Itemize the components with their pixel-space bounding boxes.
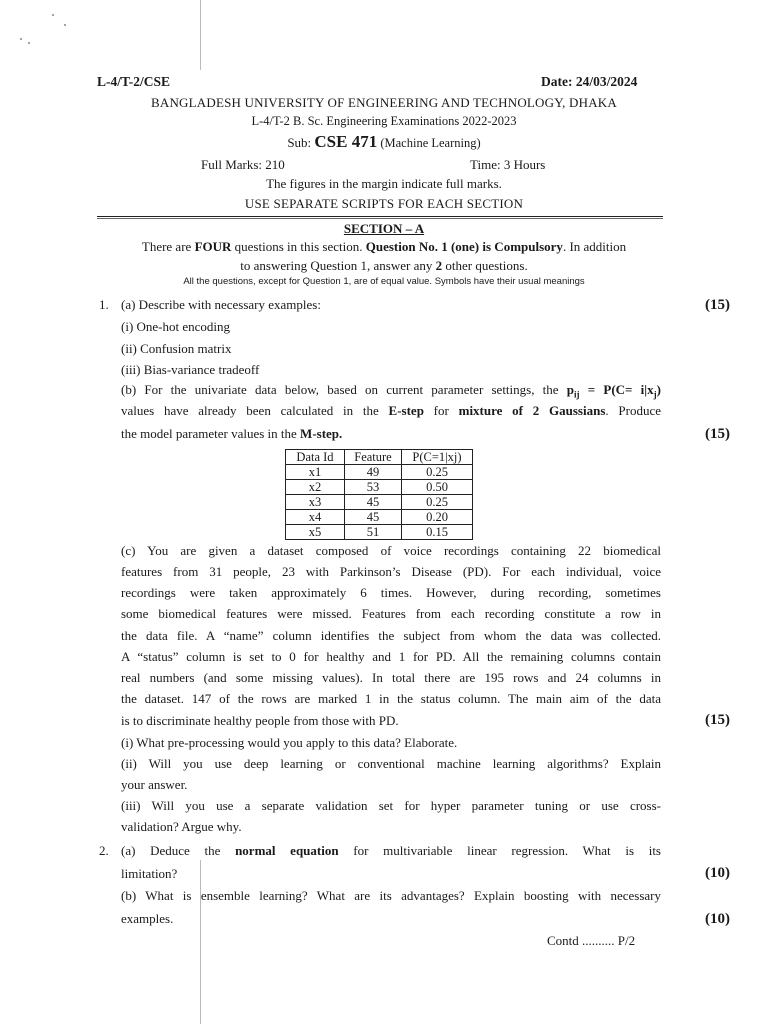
q1b-estep: E-step [388, 403, 424, 418]
course-code: CSE 471 [314, 132, 378, 151]
table-cell: 0.15 [402, 525, 473, 540]
question-1c-ii-line-2: your answer. [121, 777, 188, 792]
continued-note: Contd .......... P/2 [547, 933, 636, 948]
table-header-cell: Data Id [286, 450, 345, 465]
question-1c-iii-line-1: (iii) Will you use a separate validation set for hyper parameter tuning or use cross- [121, 798, 661, 813]
q1b-p: p [566, 382, 575, 397]
table-cell: 45 [345, 495, 402, 510]
question-1c-ii-line-1: (ii) Will you use deep learning or conventional machine learning algorithms? Explain [121, 756, 661, 771]
question-1c-iii-line-2: validation? Argue why. [121, 819, 242, 834]
question-2b-line-1: (b) What is ensemble learning? What are its advantages? Explain boosting with necessary [121, 888, 661, 903]
question-1a-item: (iii) Bias-variance tradeoff [121, 362, 260, 377]
header-divider [97, 216, 663, 217]
margin-note: The figures in the margin indicate full marks. [266, 176, 502, 191]
question-1a-marks: (15) [705, 297, 730, 313]
exam-title: L-4/T-2 B. Sc. Engineering Examinations 2022-2023 [251, 114, 517, 128]
table-cell: 49 [345, 465, 402, 480]
question-1c-last-line: is to discriminate healthy people from those with PD. [121, 713, 399, 728]
q1b-text: (b) For the univariate data below, based on current parameter settings, the [121, 382, 567, 397]
question-1c-i: (i) What pre-processing would you apply to this data? Elaborate. [121, 735, 458, 750]
intro-text: questions in this section. [231, 239, 366, 254]
table-cell: 53 [345, 480, 402, 495]
intro-text: There are [141, 239, 195, 254]
course-name: (Machine Learning) [377, 136, 481, 150]
header-divider-second [97, 218, 663, 219]
table-header-row [286, 450, 473, 465]
q1b-mstep: M-step. [300, 426, 343, 441]
question-1a-item: (ii) Confusion matrix [121, 341, 232, 356]
full-marks: Full Marks: 210 [201, 157, 285, 172]
question-1c-marks: (15) [705, 712, 730, 728]
q1b-text: values have already been calculated in the [121, 403, 389, 418]
subject-prefix: Sub: [287, 135, 315, 150]
section-intro-line-3: All the questions, except for Question 1, are of equal value. Symbols have their usual meanings [183, 276, 585, 287]
q1b-text: . Produce [605, 403, 661, 418]
intro-two: 2 [435, 258, 443, 273]
question-1c-line: the data file. A “name” column identifies the subject from whom the data was collected. [121, 628, 661, 643]
table-row [286, 525, 473, 540]
table-cell: 0.25 [402, 465, 473, 480]
question-2-number: 2. [99, 843, 109, 858]
table-cell: 51 [345, 525, 402, 540]
section-title-text: SECTION – A [343, 221, 425, 236]
table-cell: 0.50 [402, 480, 473, 495]
question-2a-line-1 [121, 843, 661, 859]
table-cell: x4 [286, 510, 345, 525]
course-level-code: L-4/T-2/CSE [97, 74, 171, 89]
intro-text: to answering Question 1, answer any [240, 258, 436, 273]
exam-date: Date: 24/03/2024 [541, 74, 638, 89]
table-cell: x3 [286, 495, 345, 510]
table-row [286, 465, 473, 480]
exam-time: Time: 3 Hours [470, 157, 546, 172]
q2a-normal-equation: normal equation [235, 843, 339, 858]
question-1c-line: recordings were taken approximately 6 times. However, during recording, sometimes [121, 585, 661, 600]
table-header-cell: P(C=1|xj) [402, 450, 473, 465]
q1b-close: ) [656, 382, 661, 397]
question-1c-line: the dataset. 147 of the rows are marked 1 in the status column. The main aim of the data [121, 691, 661, 706]
question-1a-item: (i) One-hot encoding [121, 319, 231, 334]
table-cell: 0.25 [402, 495, 473, 510]
table-cell: 0.20 [402, 510, 473, 525]
section-title [0, 221, 768, 237]
question-1b-marks: (15) [705, 426, 730, 442]
intro-four: FOUR [194, 239, 232, 254]
q1b-text: the model parameter values in the [121, 426, 301, 441]
gaussian-data-table [285, 449, 473, 540]
table-cell: x5 [286, 525, 345, 540]
table-row [286, 480, 473, 495]
question-1c-line: features from 31 people, 23 with Parkinson’s Disease (PD). For each individual, voice [121, 564, 661, 579]
q2a-text: (a) Deduce the [121, 843, 236, 858]
section-intro-line-1 [0, 239, 768, 255]
scripts-note: USE SEPARATE SCRIPTS FOR EACH SECTION [244, 196, 524, 211]
q1b-mixture: mixture of 2 Gaussians [458, 403, 606, 418]
question-1c-line: some biomedical features were missed. Features from each recording constitute a row in [121, 606, 661, 621]
table-cell: 45 [345, 510, 402, 525]
table-row [286, 510, 473, 525]
question-1c-line: (c) You are given a dataset composed of voice recordings containing 22 biomedical [121, 543, 661, 558]
q1b-sub-ij: ij [574, 389, 580, 400]
q1b-sub-j: j [653, 389, 657, 400]
question-1-number: 1. [99, 297, 109, 312]
question-2b-marks: (10) [705, 911, 730, 927]
question-1c-line: A “status” column is set to 0 for healthy and 1 for PD. All the remaining columns contain [121, 649, 661, 664]
university-name: BANGLADESH UNIVERSITY OF ENGINEERING AND TECHNOLOGY, DHAKA [151, 95, 617, 110]
question-1b-line-2 [121, 403, 661, 419]
table-row [286, 495, 473, 510]
table-cell: x2 [286, 480, 345, 495]
question-2b-line-2: examples. [121, 911, 174, 926]
intro-text: other questions. [442, 258, 528, 273]
subject-line [0, 132, 768, 152]
question-2a-line-2: limitation? [121, 866, 178, 881]
intro-text: . In addition [562, 239, 627, 254]
q1b-pij [566, 382, 661, 400]
question-1c-line: real numbers (and some missing values). In total there are 195 rows and 24 columns in [121, 670, 661, 685]
section-intro-line-2 [0, 258, 768, 274]
question-1a-intro: (a) Describe with necessary examples: [121, 297, 321, 312]
table-header-cell: Feature [345, 450, 402, 465]
question-1b-line-1 [121, 382, 661, 400]
question-1b-line-3 [121, 426, 342, 442]
q1b-eq: = P(C= i|x [579, 382, 654, 397]
q2a-text: for multivariable linear regression. What is its [338, 843, 661, 858]
q1b-text: for [423, 403, 459, 418]
question-2a-marks: (10) [705, 865, 730, 881]
table-cell: x1 [286, 465, 345, 480]
intro-compulsory: Question No. 1 (one) is Compulsory [365, 239, 563, 254]
